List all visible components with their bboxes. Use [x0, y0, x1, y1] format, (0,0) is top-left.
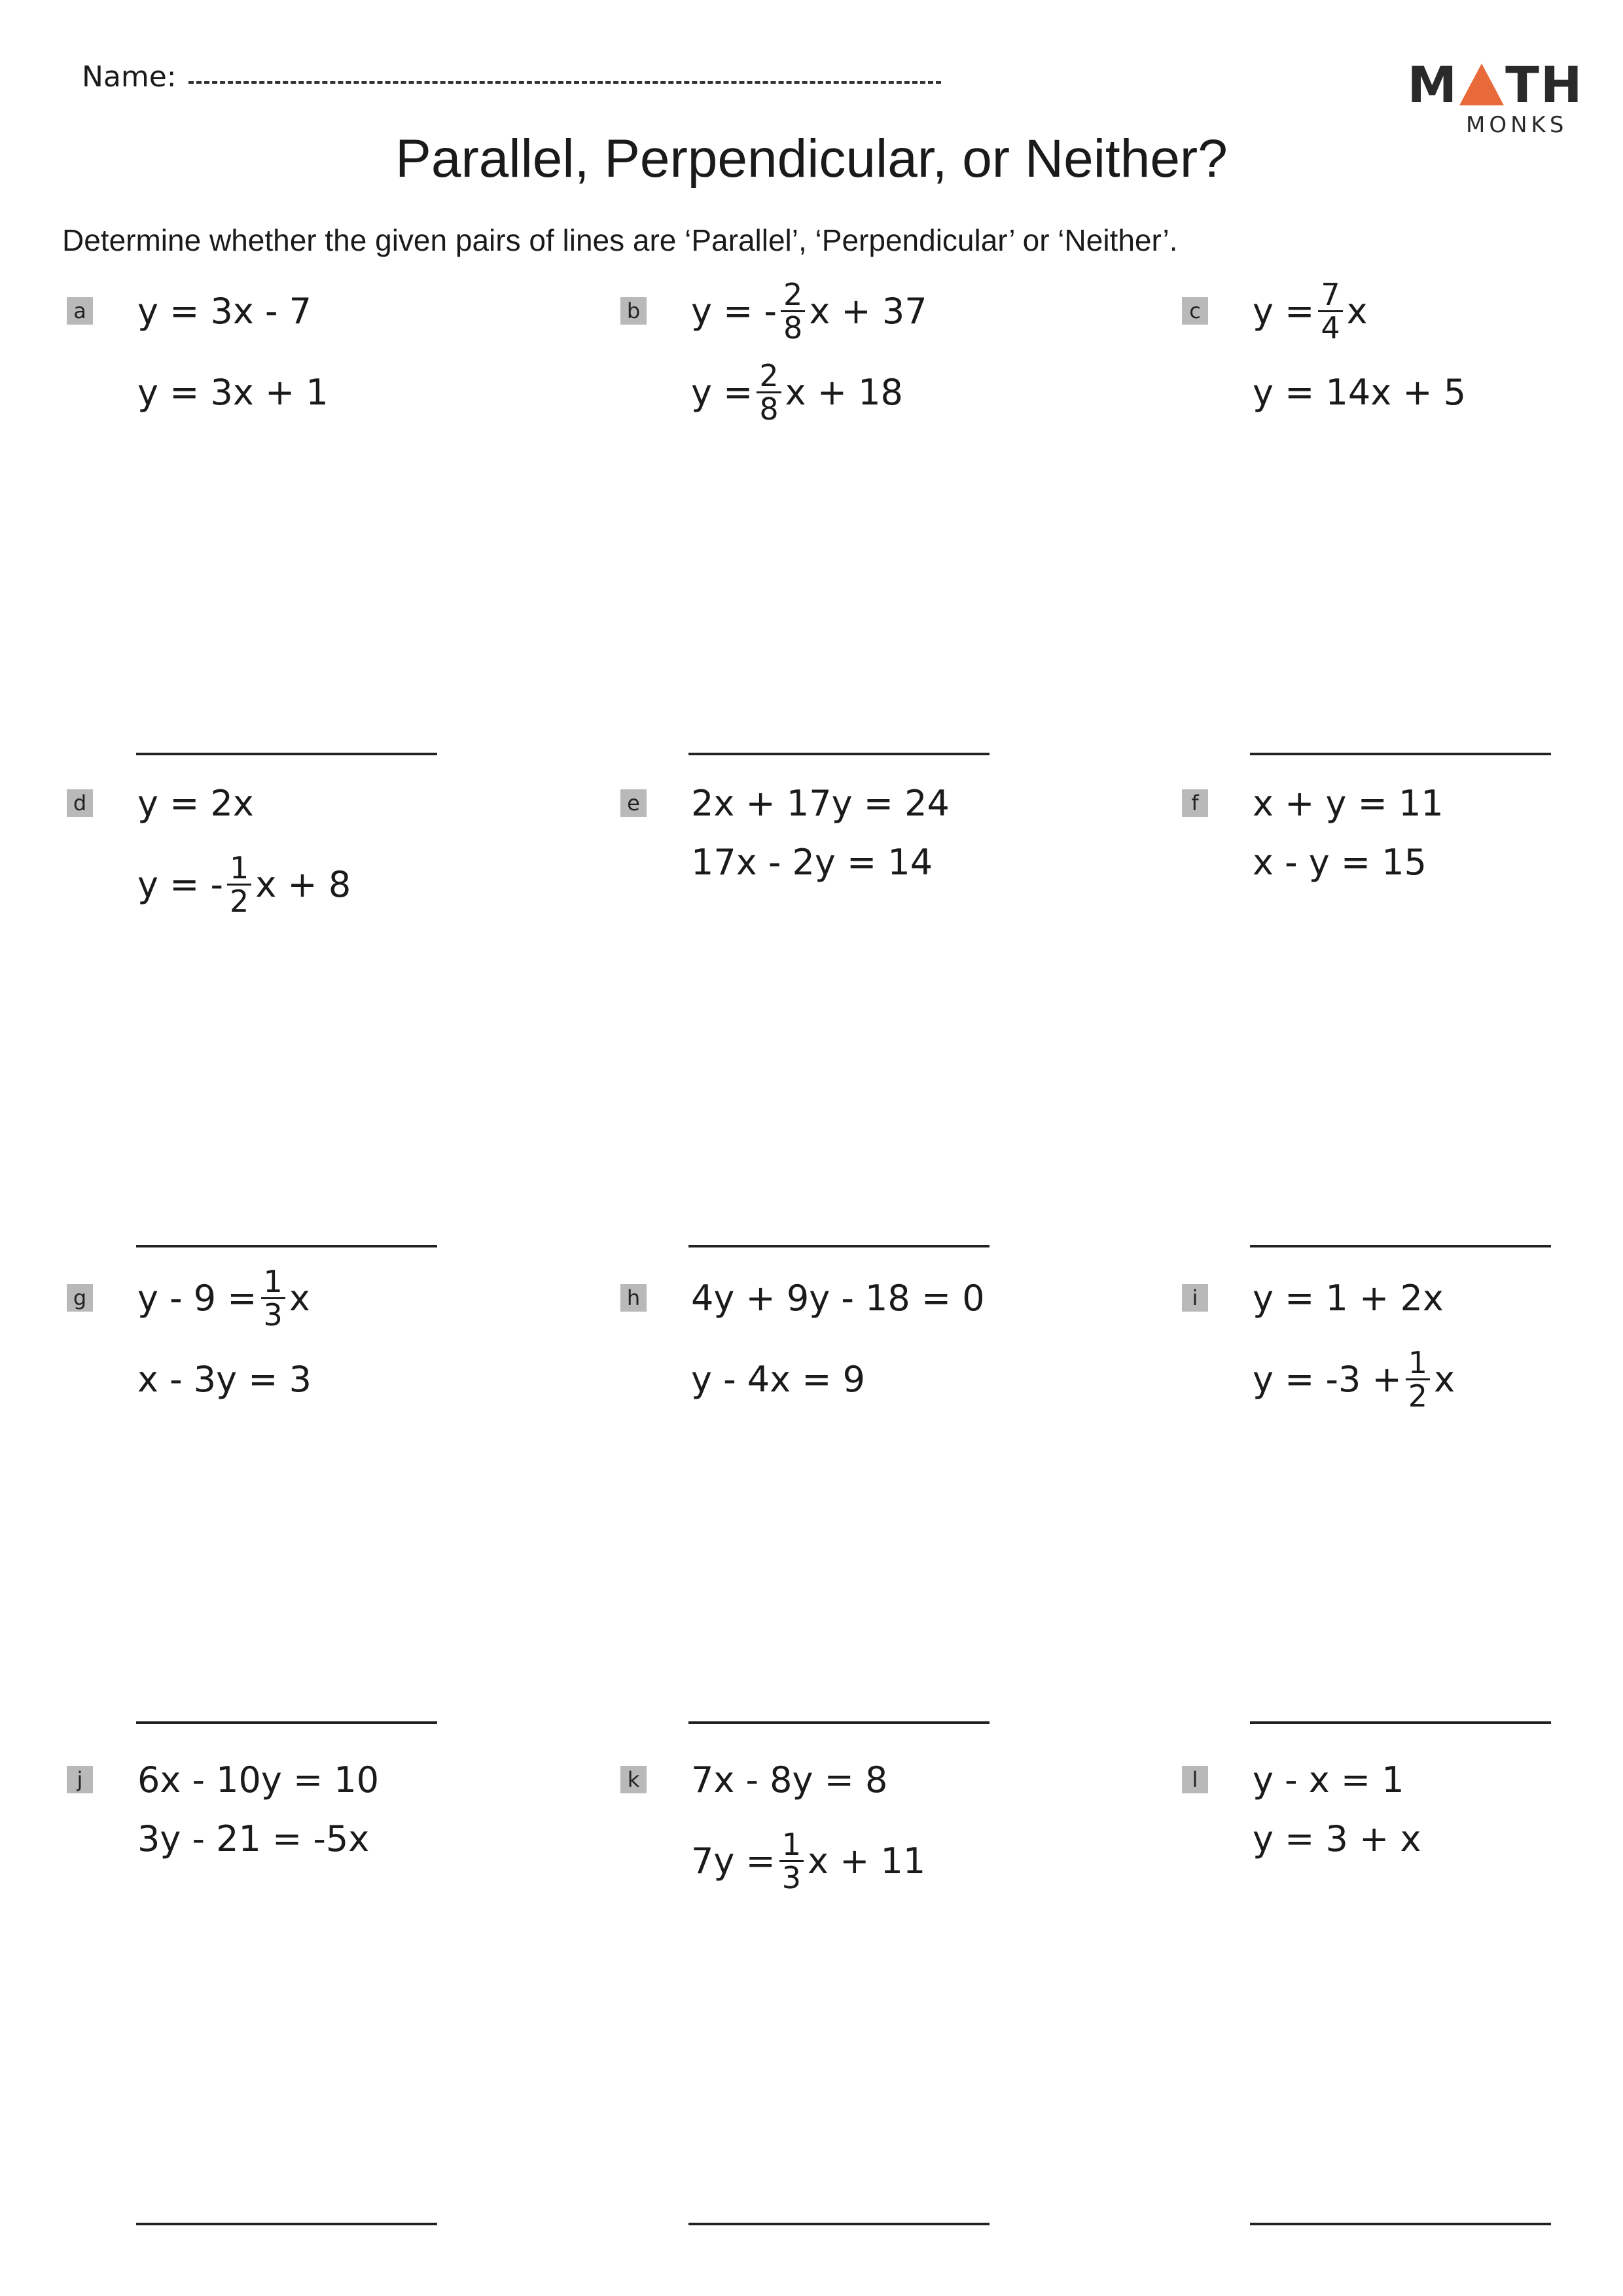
eq-suffix: x + 8	[255, 863, 351, 905]
problem-e	[620, 784, 987, 1177]
eq-prefix: 7y =	[691, 1840, 776, 1882]
fraction	[227, 852, 251, 917]
eq-prefix: y = -	[137, 863, 224, 905]
answer-line-e[interactable]	[688, 1245, 990, 1247]
answer-line-d[interactable]	[136, 1245, 437, 1247]
numerator: 2	[781, 279, 805, 312]
fraction	[779, 1826, 804, 1895]
problem-j	[67, 1761, 433, 2153]
fraction	[261, 1263, 285, 1333]
problem-c	[1182, 276, 1548, 685]
problem-b	[620, 276, 987, 685]
equation-1: 4y + 9y - 18 = 0	[691, 1277, 985, 1319]
problem-label: h	[620, 1284, 647, 1312]
numerator: 7	[1318, 279, 1342, 312]
equation-2: y = 3 + x	[1253, 1818, 1421, 1859]
eq-suffix: x + 11	[808, 1840, 926, 1882]
problem-label: f	[1182, 789, 1208, 817]
fraction	[781, 276, 805, 346]
answer-line-j[interactable]	[136, 2223, 437, 2225]
problem-label: j	[67, 1766, 93, 1793]
equation-2: 17x - 2y = 14	[691, 841, 933, 883]
equation-1: y = 3x - 7	[137, 290, 312, 332]
fraction	[1318, 276, 1342, 346]
problem-label: i	[1182, 1284, 1208, 1312]
problem-d	[67, 784, 433, 1177]
answer-line-l[interactable]	[1250, 2223, 1551, 2225]
denominator: 3	[781, 1859, 802, 1895]
equation-1: 6x - 10y = 10	[137, 1759, 380, 1801]
numerator: 1	[1406, 1347, 1430, 1380]
equation-1: y - x = 1	[1253, 1759, 1404, 1801]
problem-label: g	[67, 1284, 93, 1312]
denominator: 3	[263, 1297, 283, 1333]
eq-suffix: x + 37	[809, 290, 927, 332]
eq-suffix: x + 18	[785, 371, 903, 413]
problem-g	[67, 1263, 433, 1672]
name-field[interactable]	[82, 60, 941, 94]
denominator: 4	[1321, 310, 1340, 346]
problem-k	[620, 1761, 987, 2153]
numerator: 1	[261, 1266, 285, 1299]
answer-line-k[interactable]	[688, 2223, 990, 2225]
name-input-line[interactable]	[188, 68, 941, 84]
problem-f	[1182, 784, 1548, 1177]
equation-2	[137, 850, 351, 919]
eq-prefix: y = -3 +	[1253, 1358, 1402, 1400]
logo-th: TH	[1505, 56, 1584, 114]
answer-line-a[interactable]	[136, 753, 437, 755]
answer-line-f[interactable]	[1250, 1245, 1551, 1247]
problem-label: d	[67, 789, 93, 817]
problem-label: b	[620, 297, 647, 325]
equation-1: y = 1 + 2x	[1253, 1277, 1444, 1319]
fraction	[1406, 1344, 1430, 1414]
problem-l	[1182, 1761, 1548, 2153]
equation-2: y - 4x = 9	[691, 1358, 866, 1400]
answer-line-g[interactable]	[136, 1721, 437, 1724]
eq-suffix: x	[1434, 1358, 1455, 1400]
problem-h	[620, 1279, 987, 1672]
equation-1: 2x + 17y = 24	[691, 782, 950, 824]
eq-prefix: y = -	[691, 290, 777, 332]
problem-label: a	[67, 297, 93, 325]
denominator: 2	[1408, 1378, 1428, 1414]
numerator: 1	[227, 852, 251, 886]
logo-m: M	[1407, 56, 1459, 114]
equation-1	[1253, 276, 1368, 346]
numerator: 1	[779, 1829, 804, 1862]
denominator: 8	[783, 310, 803, 346]
page-title: Parallel, Perpendicular, or Neither?	[395, 129, 1228, 188]
equation-1: x + y = 11	[1253, 782, 1444, 824]
fraction	[757, 357, 781, 427]
problem-label: e	[620, 789, 647, 817]
equation-1	[137, 1263, 310, 1333]
answer-line-c[interactable]	[1250, 753, 1551, 755]
logo-triangle-icon	[1459, 63, 1504, 105]
problem-label: k	[620, 1766, 647, 1793]
numerator: 2	[757, 360, 781, 393]
problem-a	[67, 292, 433, 685]
problem-label: c	[1182, 297, 1208, 325]
equation-2: x - y = 15	[1253, 841, 1427, 883]
denominator: 8	[759, 391, 779, 427]
name-label: Name:	[82, 60, 177, 94]
eq-prefix: y =	[691, 371, 753, 413]
answer-line-i[interactable]	[1250, 1721, 1551, 1724]
eq-suffix: x	[1346, 290, 1368, 332]
equation-1: 7x - 8y = 8	[691, 1759, 888, 1801]
equation-2: x - 3y = 3	[137, 1358, 312, 1400]
equation-2: y = 14x + 5	[1253, 371, 1467, 413]
answer-line-b[interactable]	[688, 753, 990, 755]
eq-suffix: x	[289, 1277, 310, 1319]
equation-2	[691, 1826, 926, 1895]
denominator: 2	[230, 883, 249, 919]
equation-2: y = 3x + 1	[137, 371, 329, 413]
eq-prefix: y - 9 =	[137, 1277, 257, 1319]
equation-1	[691, 276, 927, 346]
logo-sub: MONKS	[1466, 112, 1568, 138]
math-monks-logo	[1407, 56, 1584, 138]
equation-2: 3y - 21 = -5x	[137, 1818, 370, 1859]
equation-1: y = 2x	[137, 782, 254, 824]
answer-line-h[interactable]	[688, 1721, 990, 1724]
instructions: Determine whether the given pairs of lines are ‘Parallel’, ‘Perpendicular’ or ‘Neither’.	[62, 223, 1178, 257]
eq-prefix: y =	[1253, 290, 1315, 332]
problem-label: l	[1182, 1766, 1208, 1793]
problem-i	[1182, 1279, 1548, 1672]
equation-2	[691, 357, 903, 427]
equation-2	[1253, 1344, 1455, 1414]
